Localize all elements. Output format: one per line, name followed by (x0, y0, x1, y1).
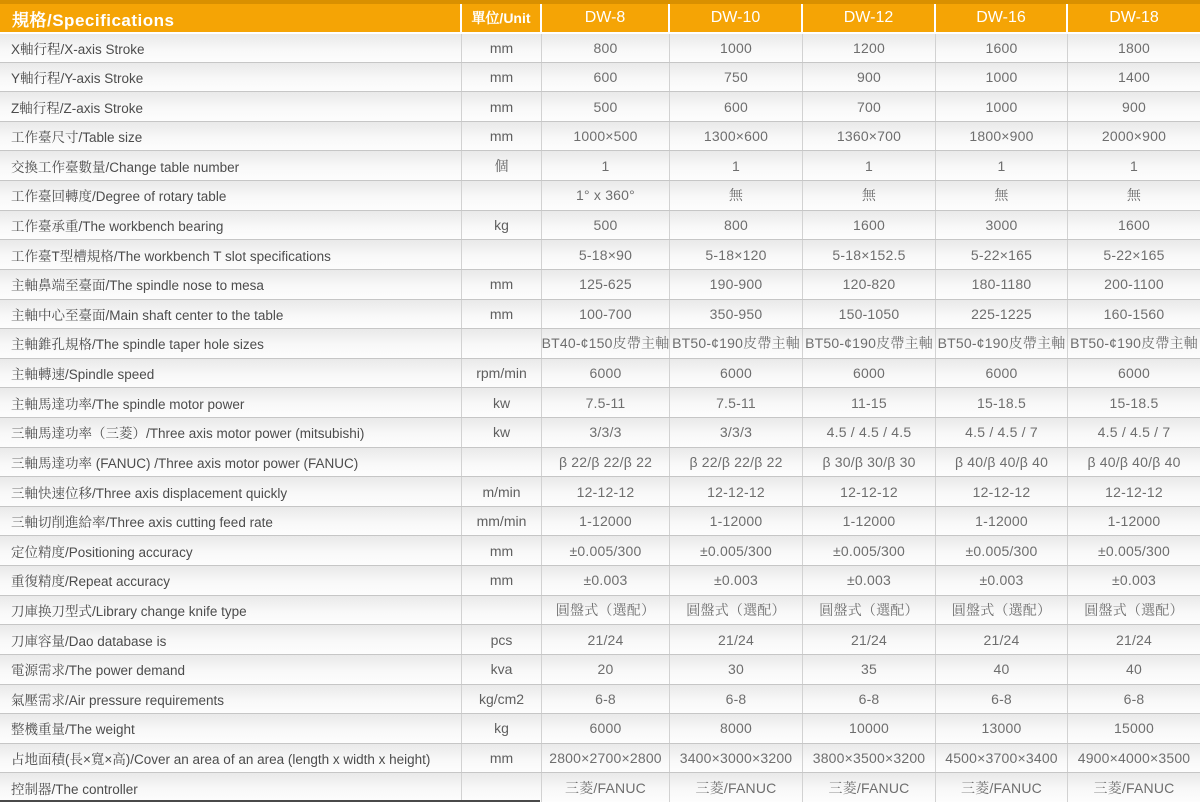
row-value: BT40-¢150皮帶主軸 (542, 329, 670, 358)
row-value: 圓盤式（選配） (936, 596, 1068, 625)
row-label: 工作臺回轉度/Degree of rotary table (0, 181, 462, 210)
row-value: 6-8 (542, 685, 670, 714)
row-value: 三菱/FANUC (1093, 779, 1175, 796)
row-value: 1-12000 (1107, 513, 1161, 530)
row-value: 1-12000 (936, 507, 1068, 536)
row-label: Y軸行程/Y-axis Stroke (0, 63, 462, 92)
row-value: 3800×3500×3200 (803, 744, 936, 773)
table-row (0, 654, 1200, 684)
row-value: BT50-¢190皮帶主軸 (936, 329, 1068, 358)
row-value: 3400×3000×3200 (670, 744, 803, 773)
row-value: 160-1560 (1103, 305, 1165, 322)
row-value: 4.5 / 4.5 / 7 (936, 418, 1068, 447)
row-value: 3/3/3 (670, 418, 803, 447)
row-label: 整機重量/The weight (0, 714, 462, 743)
row-value: 1000 (936, 92, 1068, 121)
row-value: 1800 (1118, 39, 1150, 56)
row-value: 三菱/FANUC (542, 773, 670, 802)
column-header-model-dw8: DW-8 (542, 4, 670, 32)
row-value: 40 (936, 655, 1068, 684)
table-row (0, 713, 1200, 743)
table-row (0, 417, 1200, 447)
row-label: 定位精度/Positioning accuracy (0, 536, 462, 565)
row-label: 刀庫换刀型式/Library change knife type (0, 596, 462, 625)
table-row (0, 180, 1200, 210)
row-label: 交換工作臺數量/Change table number (0, 151, 462, 180)
row-value: 1600 (803, 211, 936, 240)
row-value: 35 (803, 655, 936, 684)
row-value: 4.5 / 4.5 / 4.5 (803, 418, 936, 447)
row-value: 12-12-12 (803, 477, 936, 506)
row-value: 1° x 360° (542, 181, 670, 210)
table-row (0, 743, 1200, 773)
row-value: 12-12-12 (670, 477, 803, 506)
row-value: 12-12-12 (542, 477, 670, 506)
row-unit (462, 329, 542, 358)
row-unit: mm (462, 566, 542, 595)
spec-table-header (0, 4, 1200, 32)
row-value: 2800×2700×2800 (542, 744, 670, 773)
row-label: 氣壓需求/Air pressure requirements (0, 685, 462, 714)
row-label: 電源需求/The power demand (0, 655, 462, 684)
column-header-model-dw10: DW-10 (670, 4, 803, 32)
row-value: 225-1225 (936, 300, 1068, 329)
page-title: 規格/Specifications (0, 4, 462, 32)
row-value: 900 (803, 63, 936, 92)
row-value: 1 (670, 151, 803, 180)
row-value: 750 (670, 63, 803, 92)
row-label: 三軸馬達功率 (FANUC) /Three axis motor power (FANUC) (0, 448, 462, 477)
row-value: BT50-¢190皮帶主軸 (1070, 335, 1198, 352)
row-unit (462, 448, 542, 477)
row-value: 三菱/FANUC (670, 773, 803, 802)
row-unit: mm (462, 63, 542, 92)
row-value: 無 (803, 181, 936, 210)
row-value: 500 (542, 211, 670, 240)
table-row (0, 269, 1200, 299)
row-value: 600 (542, 63, 670, 92)
row-value: 700 (803, 92, 936, 121)
row-label: X軸行程/X-axis Stroke (0, 34, 462, 62)
table-row (0, 772, 1200, 802)
column-header-model-dw18: DW-18 (1068, 4, 1200, 32)
row-value: 6000 (803, 359, 936, 388)
row-unit: kg (462, 211, 542, 240)
row-value: 2000×900 (1101, 128, 1167, 145)
row-value: ±0.005/300 (1098, 542, 1170, 559)
row-value: β 30/β 30/β 30 (803, 448, 936, 477)
column-header-unit: 單位/Unit (462, 4, 542, 32)
row-value: 6-8 (1123, 690, 1145, 707)
row-value: 1 (936, 151, 1068, 180)
row-value: 1400 (1118, 68, 1150, 85)
row-value: 20 (542, 655, 670, 684)
row-value: ±0.005/300 (803, 536, 936, 565)
row-unit: kg/cm2 (462, 685, 542, 714)
row-value: 6-8 (803, 685, 936, 714)
row-value: 40 (1126, 661, 1142, 678)
row-unit: mm (462, 300, 542, 329)
row-value: 1200 (803, 34, 936, 62)
row-value: 180-1180 (936, 270, 1068, 299)
row-value: 三菱/FANUC (803, 773, 936, 802)
row-value: 6-8 (936, 685, 1068, 714)
row-value: 1360×700 (803, 122, 936, 151)
row-value: 1000×500 (542, 122, 670, 151)
row-value: ±0.003 (936, 566, 1068, 595)
row-unit: mm (462, 536, 542, 565)
row-value: 190-900 (670, 270, 803, 299)
row-value: 21/24 (1115, 631, 1153, 648)
row-value: ±0.005/300 (542, 536, 670, 565)
row-value: 12-12-12 (936, 477, 1068, 506)
row-label: 主軸馬達功率/The spindle motor power (0, 388, 462, 417)
table-row (0, 565, 1200, 595)
row-value: 6000 (936, 359, 1068, 388)
row-value: 1600 (1118, 216, 1150, 233)
row-value: 5-22×165 (936, 240, 1068, 269)
row-value: β 40/β 40/β 40 (1087, 453, 1181, 470)
table-row (0, 387, 1200, 417)
row-value: 15000 (1114, 720, 1154, 737)
row-value: 5-18×90 (542, 240, 670, 269)
row-value: 6000 (1118, 365, 1150, 382)
row-unit: mm/min (462, 507, 542, 536)
row-value: 15-18.5 (1109, 394, 1159, 411)
row-value: β 22/β 22/β 22 (670, 448, 803, 477)
row-value: 4900×4000×3500 (1077, 750, 1191, 767)
table-row (0, 62, 1200, 92)
row-value: 6000 (542, 359, 670, 388)
row-label: 工作臺T型槽規格/The workbench T slot specifications (0, 240, 462, 269)
row-value: 無 (670, 181, 803, 210)
row-label: 控制器/The controller (0, 773, 462, 802)
row-unit: kg (462, 714, 542, 743)
row-value: 1 (803, 151, 936, 180)
column-header-model-dw16: DW-16 (936, 4, 1068, 32)
row-value: 500 (542, 92, 670, 121)
row-label: 三軸快速位移/Three axis displacement quickly (0, 477, 462, 506)
row-value: 圓盤式（選配） (803, 596, 936, 625)
row-value: 8000 (670, 714, 803, 743)
row-value: 1-12000 (670, 507, 803, 536)
row-value: 350-950 (670, 300, 803, 329)
row-value: ±0.003 (670, 566, 803, 595)
row-value: 6000 (670, 359, 803, 388)
row-value: 800 (542, 34, 670, 62)
row-label: 主軸中心至臺面/Main shaft center to the table (0, 300, 462, 329)
row-label: 重復精度/Repeat accuracy (0, 566, 462, 595)
row-value: 1-12000 (542, 507, 670, 536)
row-unit: 個 (462, 151, 542, 180)
row-unit: mm (462, 92, 542, 121)
row-value: 4500×3700×3400 (936, 744, 1068, 773)
row-unit (462, 240, 542, 269)
row-value: ±0.003 (542, 566, 670, 595)
row-value: 7.5-11 (542, 388, 670, 417)
row-value: ±0.005/300 (670, 536, 803, 565)
table-row (0, 506, 1200, 536)
table-row (0, 121, 1200, 151)
row-value: 圓盤式（選配） (1084, 601, 1184, 618)
row-unit (462, 773, 542, 802)
row-unit: kw (462, 418, 542, 447)
row-unit: mm (462, 744, 542, 773)
row-value: 21/24 (803, 625, 936, 654)
row-value: 12-12-12 (1105, 483, 1163, 500)
row-value: β 40/β 40/β 40 (936, 448, 1068, 477)
row-value: 5-18×152.5 (803, 240, 936, 269)
spec-table-body (0, 32, 1200, 802)
row-value: 3/3/3 (542, 418, 670, 447)
table-row (0, 210, 1200, 240)
row-value: 圓盤式（選配） (542, 596, 670, 625)
row-value: 11-15 (803, 388, 936, 417)
row-value: 7.5-11 (670, 388, 803, 417)
row-label: 主軸轉速/Spindle speed (0, 359, 462, 388)
table-row (0, 595, 1200, 625)
row-value: 800 (670, 211, 803, 240)
row-value: 4.5 / 4.5 / 7 (1097, 424, 1171, 441)
row-value: BT50-¢190皮帶主軸 (803, 329, 936, 358)
row-value: 3000 (936, 211, 1068, 240)
row-value: 1000 (670, 34, 803, 62)
table-row (0, 684, 1200, 714)
row-unit: mm (462, 270, 542, 299)
row-label: 主軸錐孔規格/The spindle taper hole sizes (0, 329, 462, 358)
row-label: Z軸行程/Z-axis Stroke (0, 92, 462, 121)
row-value: 6000 (542, 714, 670, 743)
row-value: 1000 (936, 63, 1068, 92)
row-value: 1600 (936, 34, 1068, 62)
row-value: 無 (936, 181, 1068, 210)
row-value: 150-1050 (803, 300, 936, 329)
table-row (0, 299, 1200, 329)
row-value: 21/24 (936, 625, 1068, 654)
row-value: 1 (1130, 157, 1138, 174)
row-value: 1-12000 (803, 507, 936, 536)
row-label: 三軸馬達功率（三菱）/Three axis motor power (mitsubishi) (0, 418, 462, 447)
row-value: 21/24 (542, 625, 670, 654)
row-value: 30 (670, 655, 803, 684)
row-value: 125-625 (542, 270, 670, 299)
row-value: 圓盤式（選配） (670, 596, 803, 625)
table-row (0, 32, 1200, 62)
row-unit: rpm/min (462, 359, 542, 388)
row-value: 三菱/FANUC (936, 773, 1068, 802)
row-value: ±0.005/300 (936, 536, 1068, 565)
row-value: BT50-¢190皮帶主軸 (670, 329, 803, 358)
row-value: 21/24 (670, 625, 803, 654)
row-unit: mm (462, 122, 542, 151)
row-value: 120-820 (803, 270, 936, 299)
row-value: 13000 (936, 714, 1068, 743)
row-label: 工作臺承重/The workbench bearing (0, 211, 462, 240)
table-row (0, 239, 1200, 269)
table-row (0, 328, 1200, 358)
row-unit (462, 181, 542, 210)
row-label: 主軸鼻端至臺面/The spindle nose to mesa (0, 270, 462, 299)
table-row (0, 358, 1200, 388)
row-value: 1300×600 (670, 122, 803, 151)
row-value: 10000 (803, 714, 936, 743)
row-value: β 22/β 22/β 22 (542, 448, 670, 477)
row-label: 占地面積(長×寬×高)/Cover an area of an area (length x width x height) (0, 744, 462, 773)
row-value: 無 (1126, 187, 1142, 204)
row-value: 100-700 (542, 300, 670, 329)
row-value: 1 (542, 151, 670, 180)
row-label: 工作臺尺寸/Table size (0, 122, 462, 151)
row-unit: kva (462, 655, 542, 684)
table-row (0, 476, 1200, 506)
column-header-model-dw12: DW-12 (803, 4, 936, 32)
row-label: 三軸切削進給率/Three axis cutting feed rate (0, 507, 462, 536)
table-row (0, 624, 1200, 654)
row-value: 15-18.5 (936, 388, 1068, 417)
row-value: ±0.003 (1112, 572, 1156, 589)
row-value: ±0.003 (803, 566, 936, 595)
row-unit: m/min (462, 477, 542, 506)
row-value: 900 (1122, 98, 1146, 115)
table-row (0, 150, 1200, 180)
row-unit: mm (462, 34, 542, 62)
row-unit (462, 596, 542, 625)
row-value: 6-8 (670, 685, 803, 714)
row-value: 600 (670, 92, 803, 121)
table-row (0, 535, 1200, 565)
row-unit: kw (462, 388, 542, 417)
table-row (0, 91, 1200, 121)
row-label: 刀庫容量/Dao database is (0, 625, 462, 654)
row-value: 1800×900 (936, 122, 1068, 151)
row-value: 5-22×165 (1103, 246, 1165, 263)
row-value: 200-1100 (1104, 276, 1164, 293)
row-unit: pcs (462, 625, 542, 654)
row-value: 5-18×120 (670, 240, 803, 269)
table-row (0, 447, 1200, 477)
